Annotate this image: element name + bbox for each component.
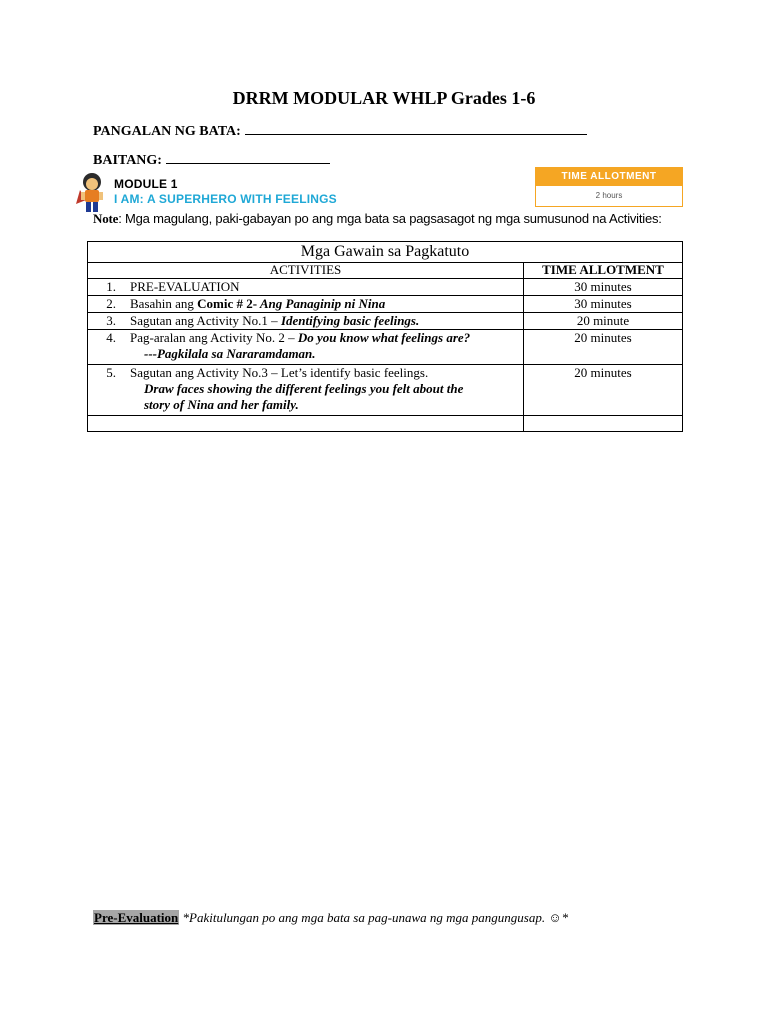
row-activity-line2: ---Pagkilala sa Nararamdaman. <box>144 346 316 361</box>
pre-evaluation-label: Pre-Evaluation <box>94 910 179 925</box>
module-subtitle: I AM: A SUPERHERO WITH FEELINGS <box>114 192 337 206</box>
row-number: 5. <box>106 365 116 380</box>
time-allotment-header: TIME ALLOTMENT <box>536 168 682 186</box>
table-title: Mga Gawain sa Pagkatuto <box>88 242 683 263</box>
table-row <box>88 313 683 330</box>
row-number: 4. <box>106 330 116 345</box>
note-label: Note <box>93 211 119 226</box>
empty-cell <box>524 416 683 432</box>
grade-label: BAITANG: <box>93 153 162 168</box>
row-activity-bold: Comic # 2- <box>197 296 258 311</box>
table-row <box>88 296 683 313</box>
grade-field <box>93 151 330 169</box>
row-activity-emphasis: Do you know what feelings are? <box>297 330 471 345</box>
table-row-empty <box>88 416 683 432</box>
grade-blank[interactable] <box>166 151 330 164</box>
note <box>93 211 693 227</box>
table-row <box>88 365 683 416</box>
row-activity-emphasis: Ang Panaginip ni Nina <box>257 296 386 311</box>
note-text: : Mga magulang, paki-gabayan po ang mga bata sa pagsasagot ng mga sumusunod na Activities: <box>118 211 662 226</box>
name-blank[interactable] <box>245 122 587 135</box>
empty-cell <box>88 416 524 432</box>
row-activity-emphasis: Identifying basic feelings. <box>280 313 420 328</box>
name-field <box>93 122 587 140</box>
time-allotment-box <box>535 167 683 207</box>
pre-evaluation-line <box>93 910 568 926</box>
row-number: 1. <box>106 279 116 294</box>
row-activity: Basahin ang <box>130 296 198 311</box>
name-label: PANGALAN NG BATA: <box>93 124 241 139</box>
pre-evaluation-text: *Pakitulungan po ang mga bata sa pag-unawa ng mga pangungusap. ☺* <box>179 910 569 925</box>
row-activity-line2: Draw faces showing the different feelings you felt about the <box>144 381 464 396</box>
row-number: 2. <box>106 296 116 311</box>
row-time: 30 minutes <box>524 279 683 296</box>
column-header-time: TIME ALLOTMENT <box>524 263 683 279</box>
page-title: DRRM MODULAR WHLP Grades 1-6 <box>232 88 536 108</box>
activities-table <box>87 241 683 432</box>
row-activity: Sagutan ang Activity No.1 – <box>130 313 281 328</box>
row-activity: Sagutan ang Activity No.3 – Let’s identify basic feelings. <box>130 365 429 380</box>
row-number: 3. <box>106 313 116 328</box>
column-header-activities: ACTIVITIES <box>88 263 524 279</box>
row-activity: PRE-EVALUATION <box>130 279 240 294</box>
table-row <box>88 330 683 365</box>
row-activity: Pag-aralan ang Activity No. 2 – <box>130 330 298 345</box>
row-activity-line3: story of Nina and her family. <box>144 397 299 412</box>
table-row <box>88 279 683 296</box>
module-label: MODULE 1 <box>114 177 178 191</box>
row-time: 20 minute <box>524 313 683 330</box>
row-time: 30 minutes <box>524 296 683 313</box>
row-time: 20 minutes <box>524 330 683 365</box>
superhero-icon <box>74 170 110 214</box>
row-time: 20 minutes <box>524 365 683 416</box>
time-allotment-value: 2 hours <box>595 191 623 200</box>
